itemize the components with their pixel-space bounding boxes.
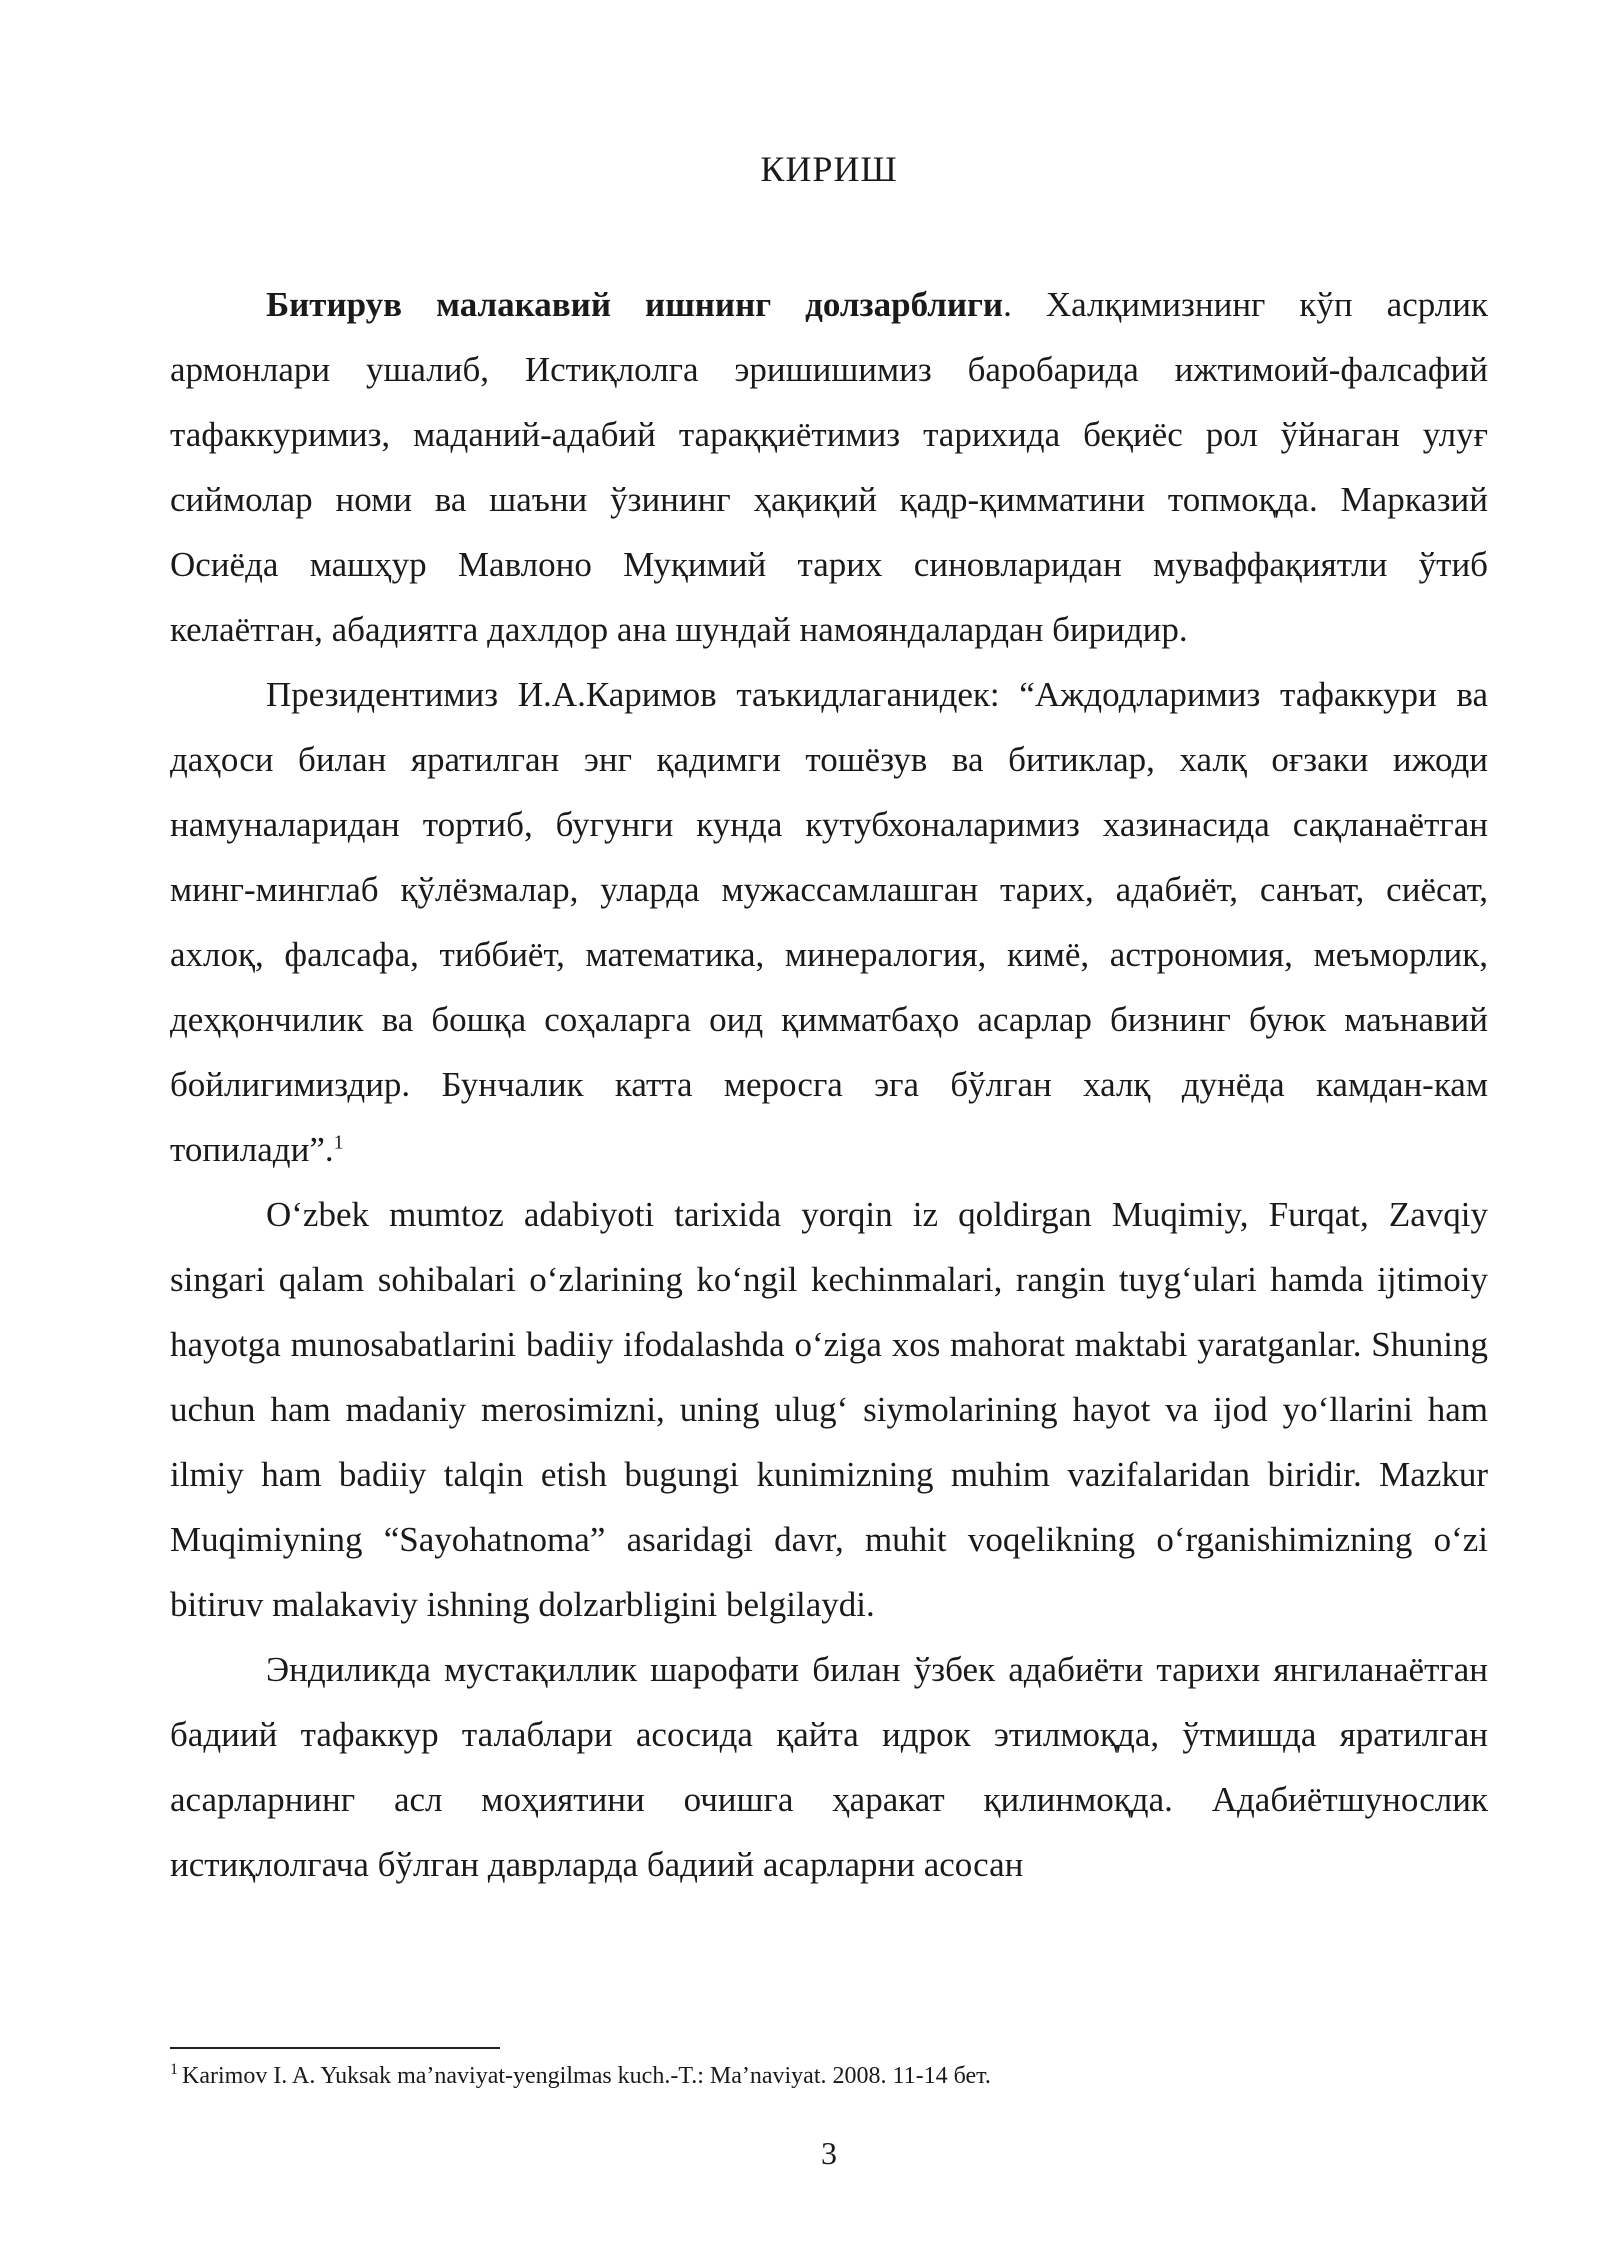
page-number: 3 — [821, 2135, 837, 2171]
paragraph-lead-heading: Битирув малакавий ишнинг долзарблиги — [266, 285, 1004, 324]
footnote-text: Karimov I. A. Yuksak ma’naviyat-yengilmas kuch.-T.: Ma’naviyat. 2008. 11-14 бет. — [182, 2063, 991, 2089]
paragraph-continuation — [170, 1637, 1488, 1897]
paragraph-quote — [170, 662, 1488, 1182]
page-title: КИРИШ — [760, 149, 898, 189]
footnote-separator — [170, 2047, 500, 2049]
paragraph-text: . Халқимизнинг кўп асрлик армонлари ушалиб, Истиқлолга эришишимиз баробарида ижтимоий-фалсафий тафаккуримиз, маданий-адабий тараққиётимиз тарихида беқиёс рол ўйнаган улуғ сиймолар номи ва шаъни ўзининг ҳақиқий қадр-қимматини топмоқда. Марказий Осиёда машҳур Мавлоно Муқимий тарих синовларидан муваффақиятли ўтиб келаётган, абадиятга дахлдор ана шундай намояндалардан биридир. — [170, 285, 1488, 649]
paragraph-latin — [170, 1182, 1488, 1637]
paragraph-text: Эндиликда мустақиллик шарофати билан ўзбек адабиёти тарихи янгиланаётган бадиий тафаккур талаблари асосида қайта идрок этилмоқда, ўтмишда яратилган асарларнинг асл моҳиятини очишга ҳаракат қилинмоқда. Адабиётшунослик истиқлолгача бўлган даврларда бадиий асарларни асосан — [170, 1650, 1488, 1884]
paragraph-text: Президентимиз И.А.Каримов таъкидлаганидек: “Аждодларимиз тафаккури ва даҳоси билан яратилган энг қадимги тошёзув ва битиклар, халқ оғзаки ижоди намуналаридан тортиб, бугунги кунда кутубхоналаримиз хазинасида сақланаётган минг-минглаб қўлёзмалар, уларда мужассамлашган тарих, адабиёт, санъат, сиёсат, ахлоқ, фалсафа, тиббиёт, математика, минералогия, кимё, астрономия, меъморлик, деҳқончилик ва бошқа соҳаларга оид қимматбаҳо асарлар бизнинг буюк маънавий бойлигимиздир. Бунчалик катта меросга эга бўлган халқ дунёда камдан-кам топилади”. — [170, 675, 1488, 1169]
footnote-reference[interactable]: 1 — [333, 1131, 344, 1154]
footnote — [170, 2060, 1488, 2092]
body-text — [170, 272, 1488, 1897]
paragraph-text: Oʻzbek mumtoz adabiyoti tarixida yorqin iz qoldirgan Muqimiy, Furqat, Zavqiy singari qalam sohibalari oʻzlarining koʻngil kechinmalari, rangin tuygʻulari hamda ijtimoiy hayotga munosabatlarini badiiy ifodalashda oʻziga xos mahorat maktabi yaratganlar. Shuning uchun ham madaniy merosimizni, uning ulugʻ siymolarining hayot va ijod yoʻllarini ham ilmiy ham badiiy talqin etish bugungi kunimizning muhim vazifalaridan biridir. Mazkur Muqimiyning “Sayohatnoma” asaridagi davr, muhit voqelikning oʻrganishimizning oʻzi bitiruv malakaviy ishning dolzarbligini belgilaydi. — [170, 1195, 1488, 1624]
paragraph-relevance — [170, 272, 1488, 662]
footnote-mark: 1 — [170, 2061, 178, 2078]
document-page — [170, 0, 1488, 2262]
